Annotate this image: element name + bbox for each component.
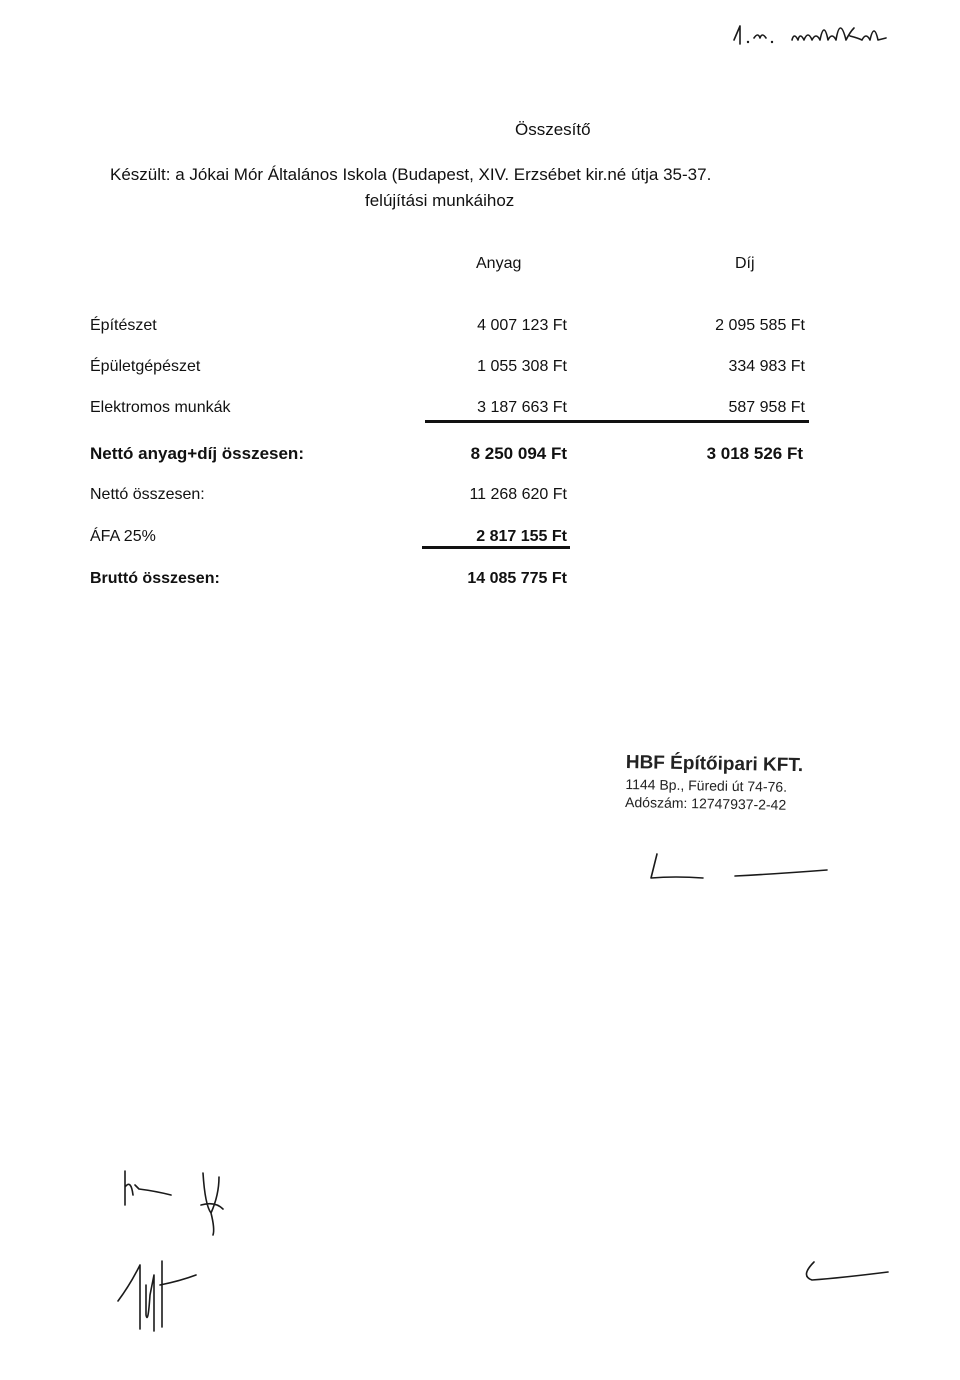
document-subtitle-line2: felújítási munkáihoz — [365, 191, 515, 210]
netto-anyag-value: 8 250 094 Ft — [470, 444, 567, 463]
document-subtitle-line1: Készült: a Jókai Mór Általános Iskola (Budapest, XIV. Erzsébet kir.né útja 35-37. — [110, 165, 712, 184]
initials-signature — [115, 1165, 255, 1235]
row-label-netto-anyag-dij: Nettó anyag+díj összesen: — [90, 444, 304, 463]
row-label-brutto: Bruttó összesen: — [90, 570, 220, 587]
netto-dij-value: 3 018 526 Ft — [706, 444, 803, 463]
stamp-address: 1144 Bp., Füredi út 74-76. — [625, 775, 788, 795]
row-label-epuletgepeszet: Épületgépészet — [90, 358, 201, 375]
row-label-elektromos: Elektromos munkák — [90, 399, 231, 416]
netto-osszesen-value: 11 268 620 Ft — [469, 486, 567, 503]
column-header-dij: Díj — [735, 255, 755, 272]
row-label-netto-osszesen: Nettó összesen: — [90, 486, 205, 503]
row-dij-elektromos: 587 958 Ft — [728, 399, 805, 416]
signature-stamp — [645, 850, 835, 890]
row-label-epiteszet: Építészet — [90, 317, 157, 334]
row-anyag-epiteszet: 4 007 123 Ft — [477, 317, 567, 334]
handwritten-note-annex — [730, 18, 940, 48]
total-rule — [422, 546, 570, 549]
column-header-anyag: Anyag — [476, 255, 522, 272]
row-dij-epuletgepeszet: 334 983 Ft — [728, 358, 805, 375]
company-stamp — [625, 752, 803, 813]
stamp-tax-number: Adószám: 12747937-2-42 — [624, 793, 787, 813]
row-label-afa: ÁFA 25% — [90, 528, 156, 545]
signature-bottom-left — [110, 1255, 210, 1335]
brutto-value: 14 085 775 Ft — [467, 570, 567, 587]
signature-bottom-right — [800, 1260, 900, 1290]
subtotal-rule — [425, 420, 809, 423]
stamp-company-name: HBF Építőipari KFT. — [625, 752, 804, 777]
document-title: Összesítő — [515, 120, 591, 139]
row-dij-epiteszet: 2 095 585 Ft — [715, 317, 805, 334]
row-anyag-epuletgepeszet: 1 055 308 Ft — [477, 358, 567, 375]
afa-value: 2 817 155 Ft — [476, 528, 567, 545]
row-anyag-elektromos: 3 187 663 Ft — [477, 399, 567, 416]
